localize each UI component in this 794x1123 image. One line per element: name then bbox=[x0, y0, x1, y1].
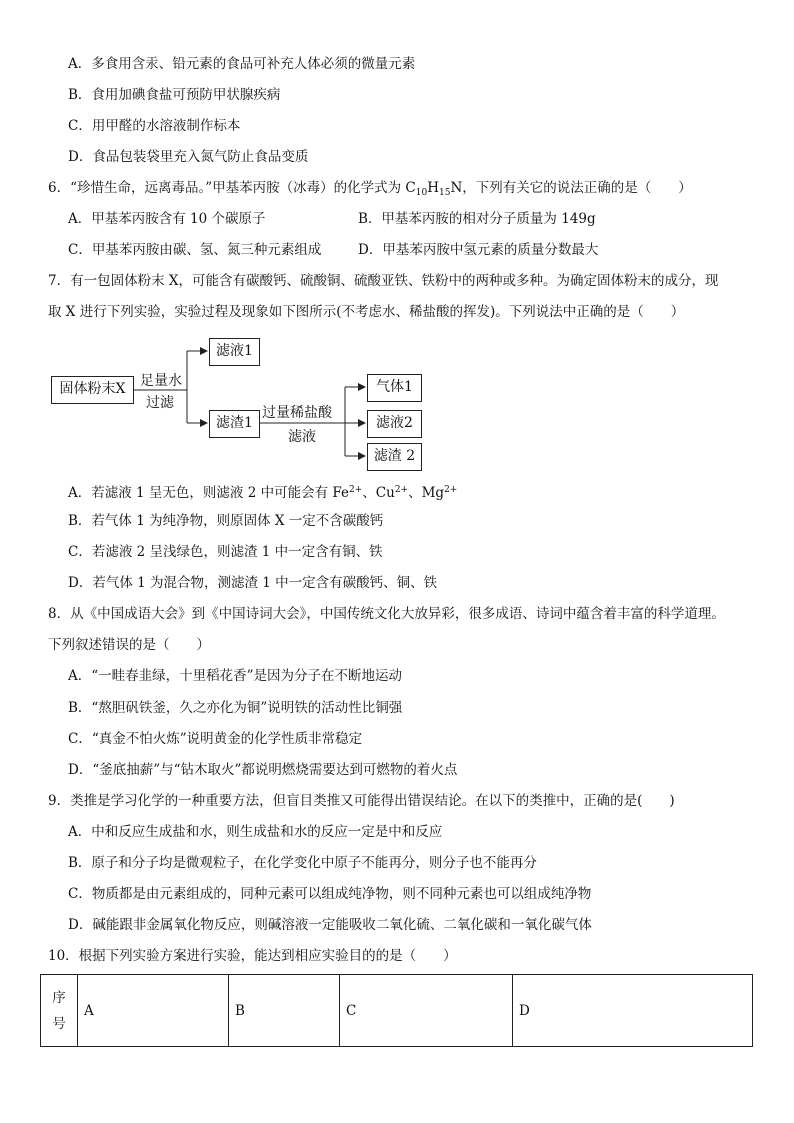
table-row bbox=[41, 975, 753, 1047]
flow-box-solid-x: 固体粉末X bbox=[51, 376, 134, 404]
q6-stem-h: H bbox=[427, 180, 439, 196]
q8-stem-line1: 8．从《中国成语大会》到《中国诗词大会》，中国传统文化大放异彩，很多成语、诗词中蕴含着丰富的科学道理。 bbox=[48, 606, 725, 622]
q8-option-c: C．“真金不怕火炼”说明黄金的化学性质非常稳定 bbox=[68, 731, 363, 747]
q7-a-mg: 、Mg bbox=[408, 485, 445, 501]
q7-option-b: B．若气体 1 为纯净物，则原固体 X 一定不含碳酸钙 bbox=[68, 513, 384, 529]
flow-step1-label-bottom: 过滤 bbox=[146, 395, 174, 411]
q8-stem-line2: 下列叙述错误的是（ ） bbox=[48, 637, 210, 653]
q9-option-b: B．原子和分子均是微观粒子，在化学变化中原子不能再分，则分子也不能再分 bbox=[68, 855, 537, 871]
q5-option-a: A．多食用含汞、铅元素的食品可补充人体必须的微量元素 bbox=[68, 56, 416, 72]
q7-stem-line1: 7．有一包固体粉末 X，可能含有碳酸钙、硫酸铜、硫酸亚铁、铁粉中的两种或多种。为确定固体粉末的成分，现 bbox=[48, 273, 719, 289]
q10-stem: 10．根据下列实验方案进行实验，能达到相应实验目的的是（ ） bbox=[48, 948, 457, 964]
q6-option-c: C．甲基苯丙胺由碳、氢、氮三种元素组成 bbox=[68, 242, 322, 258]
table-cell-b: B bbox=[229, 975, 340, 1047]
table-cell-d: D bbox=[513, 975, 753, 1047]
q8-option-b: B．“熬胆矾铁釜，久之亦化为铜”说明铁的活动性比铜强 bbox=[68, 700, 403, 716]
flow-step2-label-top: 过量稀盐酸 bbox=[262, 405, 332, 421]
table-cell-a: A bbox=[78, 975, 229, 1047]
q9-option-a: A．中和反应生成盐和水，则生成盐和水的反应一定是中和反应 bbox=[68, 824, 443, 840]
q9-option-c: C．物质都是由元素组成的，同种元素可以组成纯净物，则不同种元素也可以组成纯净物 bbox=[68, 886, 592, 902]
q5-option-c: C．用甲醛的水溶液制作标本 bbox=[68, 118, 241, 134]
header-char-2: 号 bbox=[52, 1015, 66, 1032]
q7-a-sup-cu: 2+ bbox=[394, 485, 409, 495]
flow-step2-label-bottom: 滤液 bbox=[288, 429, 316, 445]
q9-option-d: D．碱能跟非金属氧化物反应，则碱溶液一定能吸收二氧化硫、二氧化碳和一氧化碳气体 bbox=[68, 917, 592, 933]
flow-connectors bbox=[0, 0, 794, 480]
q6-sub-carbon: 10 bbox=[415, 188, 428, 198]
q7-a-cu: 、Cu bbox=[362, 485, 395, 501]
q7-a-sup-mg: 2+ bbox=[444, 485, 458, 495]
q7-a-sup-fe: 2+ bbox=[349, 485, 363, 495]
q7-stem-line2: 取 X 进行下列实验，实验过程及现象如下图所示(不考虑水、稀盐酸的挥发)。下列说法中正确的是（ ） bbox=[48, 304, 685, 320]
flow-step1-label-top: 足量水 bbox=[140, 373, 182, 389]
flow-box-residue1: 滤渣1 bbox=[209, 410, 260, 438]
flow-box-filtrate2: 滤液2 bbox=[367, 410, 422, 438]
q6-stem-pre: 6．“珍惜生命，远离毒品。”甲基苯丙胺（冰毒）的化学式为 C bbox=[48, 180, 416, 196]
q6-sub-hydrogen: 15 bbox=[439, 188, 451, 198]
q6-stem-post: N，下列有关它的说法正确的是（ ） bbox=[450, 180, 692, 196]
q5-option-b: B．食用加碘食盐可预防甲状腺疾病 bbox=[68, 87, 281, 103]
q7-option-c: C．若滤液 2 呈浅绿色，则滤渣 1 中一定含有铜、铁 bbox=[68, 544, 383, 560]
q7-option-a bbox=[68, 480, 457, 503]
table-header-cell bbox=[41, 975, 78, 1047]
q8-option-a: A．“一畦春韭绿，十里稻花香”是因为分子在不断地运动 bbox=[68, 668, 403, 684]
q8-option-d: D．“釜底抽薪”与“钻木取火”都说明燃烧需要达到可燃物的着火点 bbox=[68, 762, 458, 778]
q6-option-b: B．甲基苯丙胺的相对分子质量为 149g bbox=[358, 211, 596, 227]
q6-option-a: A．甲基苯丙胺含有 10 个碳原子 bbox=[68, 211, 266, 227]
q9-stem: 9．类推是学习化学的一种重要方法，但盲目类推又可能得出错误结论。在以下的类推中，正确的是( ) bbox=[48, 793, 675, 809]
table-cell-c: C bbox=[340, 975, 513, 1047]
q5-option-d: D．食品包装袋里充入氮气防止食品变质 bbox=[68, 149, 309, 165]
flow-box-gas1: 气体1 bbox=[367, 374, 422, 402]
q7-option-d: D．若气体 1 为混合物，测滤渣 1 中一定含有碳酸钙、铜、铁 bbox=[68, 575, 438, 591]
flow-box-residue2: 滤渣 2 bbox=[367, 443, 422, 471]
q10-options-table bbox=[40, 974, 753, 1047]
q6-option-d: D．甲基苯丙胺中氢元素的质量分数最大 bbox=[358, 242, 599, 258]
flow-box-filtrate1: 滤液1 bbox=[209, 338, 260, 366]
header-char-1: 序 bbox=[52, 989, 66, 1006]
q7-a-text: A．若滤液 1 呈无色，则滤液 2 中可能会有 Fe bbox=[68, 485, 350, 501]
